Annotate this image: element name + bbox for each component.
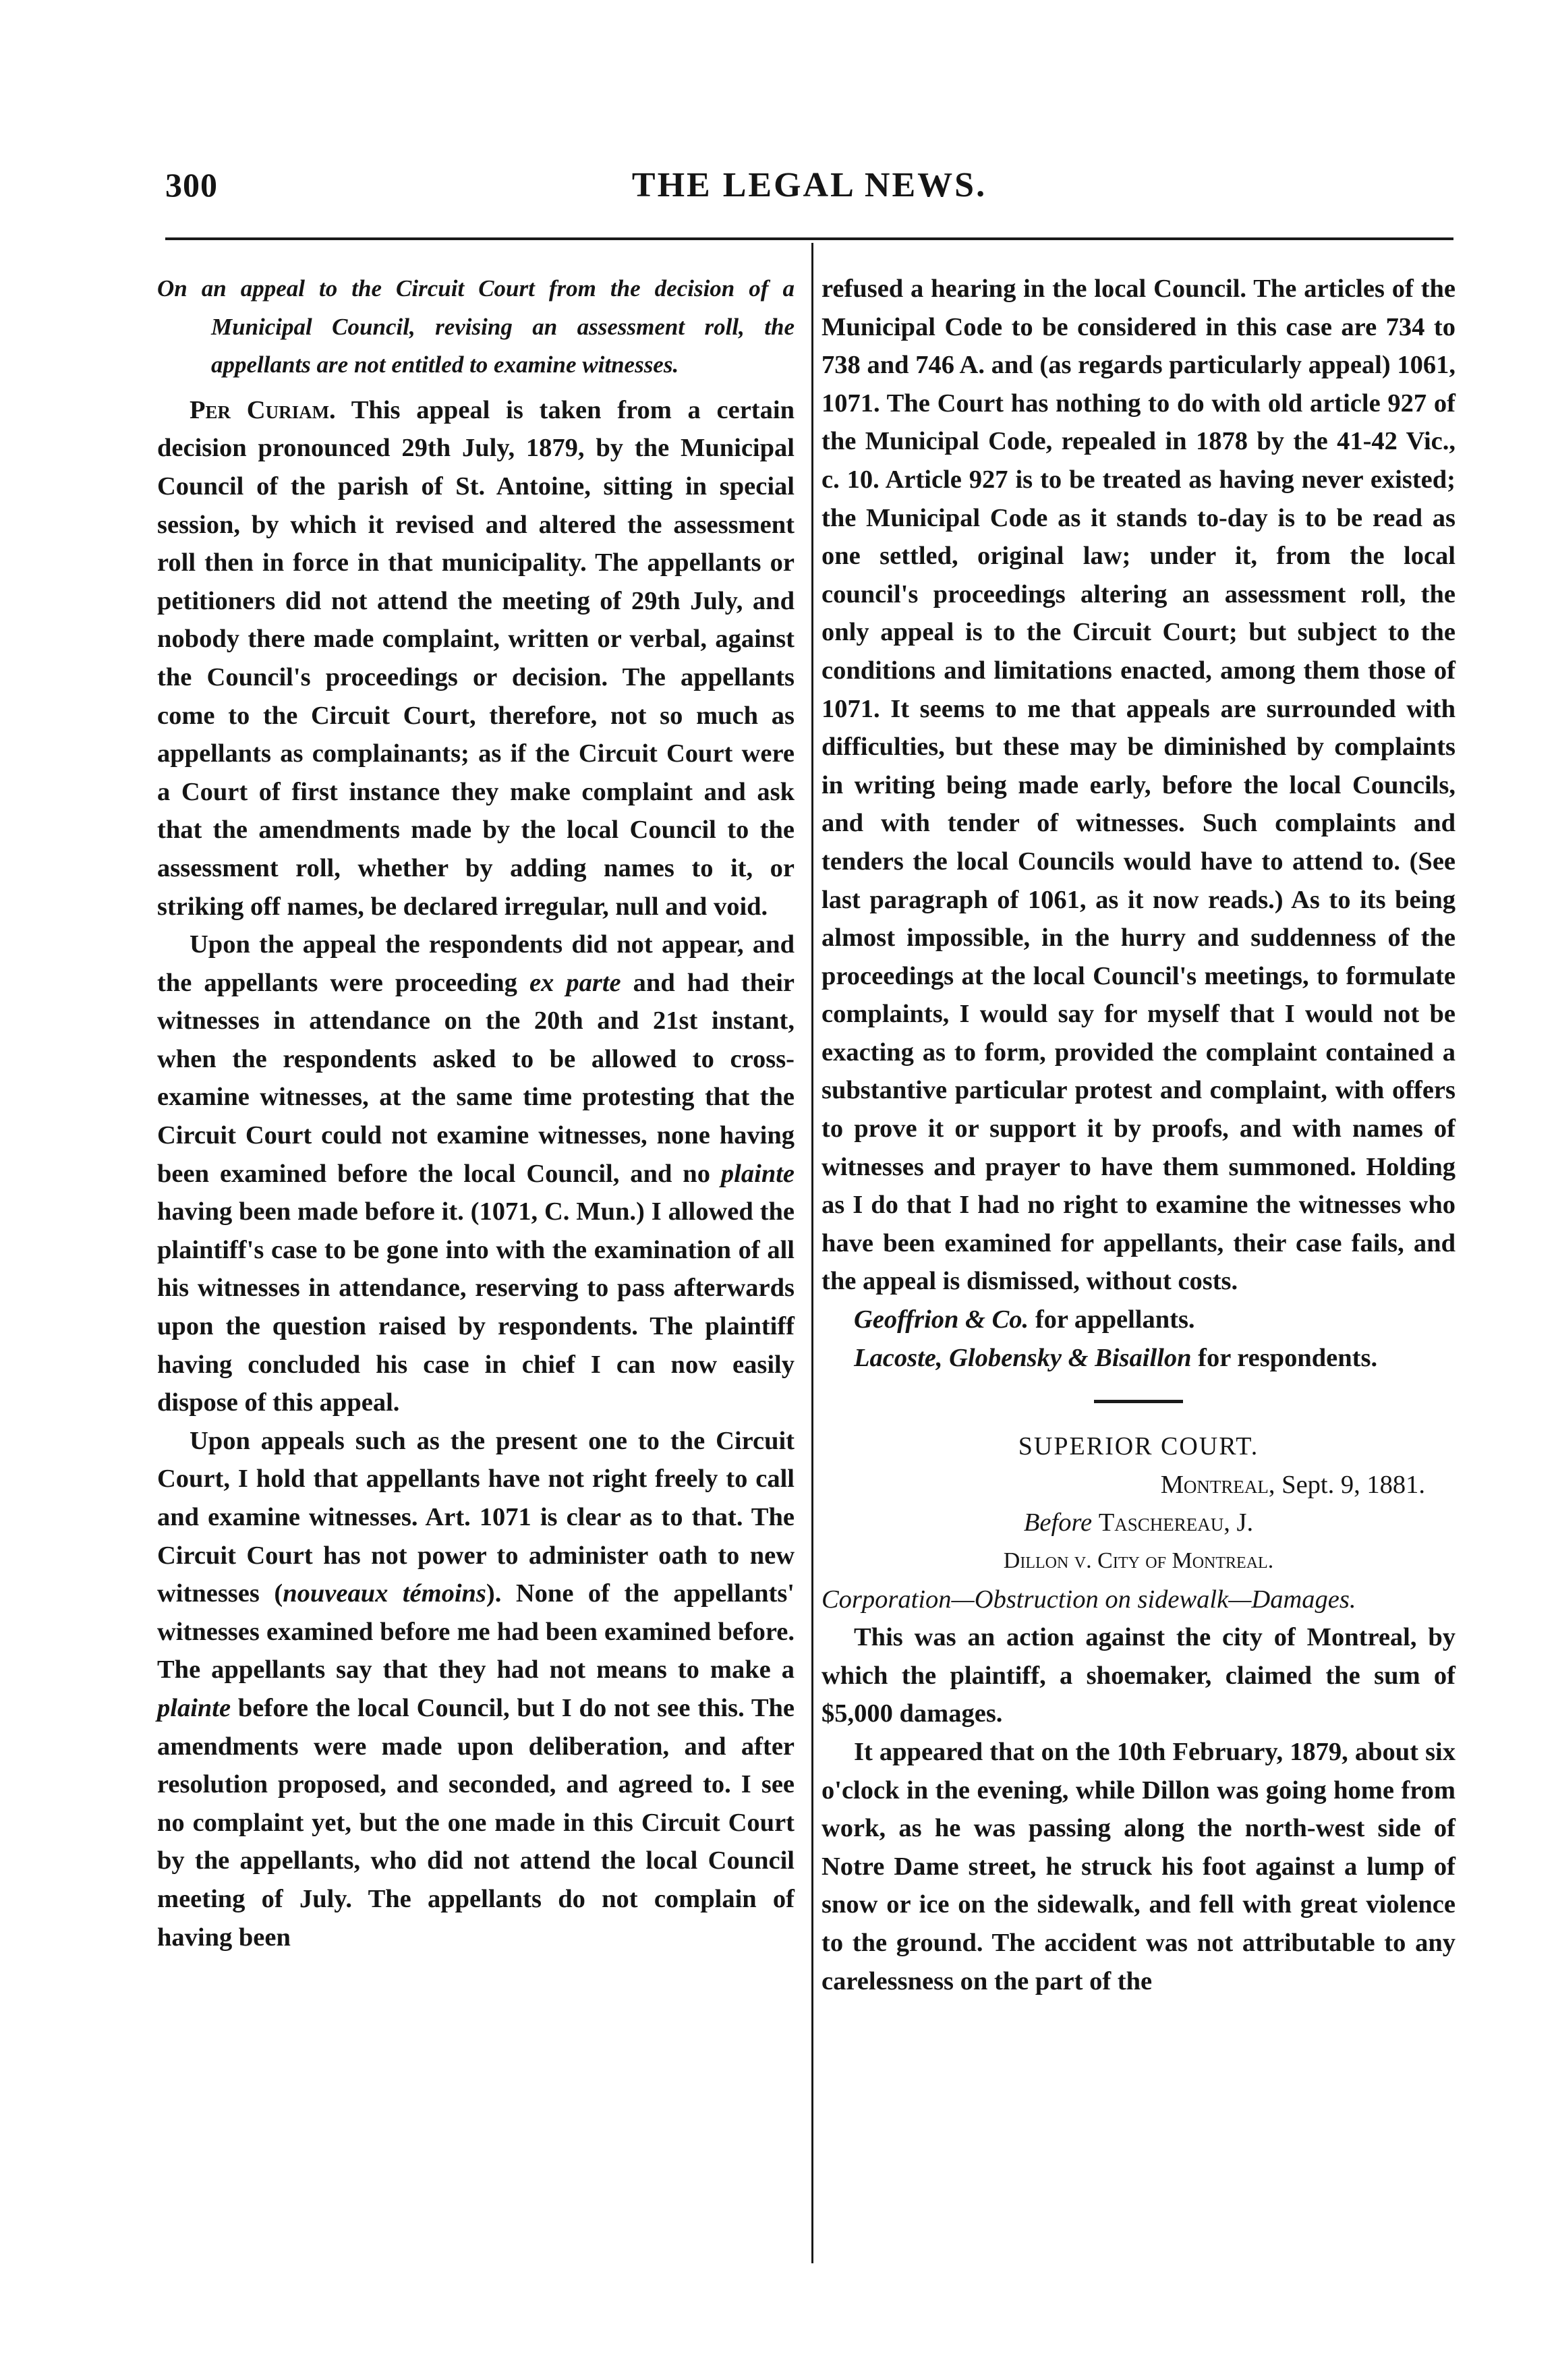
subject-line: Corporation—Obstruction on sidewalk—Damages. <box>822 1585 1356 1614</box>
counsel-respondents <box>822 1339 1456 1378</box>
counsel-names: Geoffrion & Co. <box>854 1305 1029 1334</box>
headnote: On an appeal to the Circuit Court from the decision of a Municipal Council, revising an assessment roll, the appellants are not entitled to examine witnesses. <box>157 275 795 378</box>
left-column <box>157 270 795 1956</box>
header-rule <box>165 237 1453 240</box>
paragraph: It appeared that on the 10th February, 1879, about six o'clock in the evening, while Dillon was going home from work, as he was passing along the north-west side of Notre Dame street, he struck his foot against a lump of snow or ice on the sidewalk, and fell with great violence to the ground. The accident was not attributable to any carelessness on the part of the <box>822 1737 1456 1995</box>
paragraph-text: This appeal is taken from a certain decision pronounced 29th July, 1879, by the Municipal Council of the parish of St. Antoine, sitting in special session, by which it revised and altered the assessment roll then in force in that municipality. The appellants or petitioners did not attend the meeting of 29th July, and nobody there made complaint, written or verbal, against the Council's proceedings or decision. The appellants come to the Circuit Court, therefore, not so much as appellants as complainants; as if the Circuit Court were a Court of first instance they make complaint and ask that the amendments made by the local Council to the assessment roll, whether by adding names to it, or striking off names, be declared irregular, null and void. <box>157 395 795 921</box>
column-divider <box>811 243 813 2263</box>
journal-title: THE LEGAL NEWS. <box>631 166 987 204</box>
paragraph: This was an action against the city of Montreal, by which the plaintiff, a shoemaker, claimed the sum of $5,000 damages. <box>822 1623 1456 1728</box>
italic-term: plainte <box>720 1159 795 1188</box>
paragraph <box>157 391 795 926</box>
paragraph-text: ). None of the appellants' witnesses examined before me had been examined before. The appellants say that they had not means to make a <box>157 1579 795 1684</box>
right-column <box>822 270 1456 2000</box>
paragraph-text: before the local Council, but I do not see this. The amendments were made upon deliberation, and after resolution proposed, and seconded, and agreed to. I see no complaint yet, but the one made in this Circuit Court by the appellants, who did not attend the local Council meeting of July. The appellants do not complain of having been <box>157 1693 795 1952</box>
italic-term: ex parte <box>529 968 621 997</box>
judge-name: Taschereau, J. <box>1098 1508 1254 1537</box>
counsel-appellants <box>822 1301 1456 1339</box>
counsel-role: for respondents. <box>1198 1343 1378 1372</box>
page-header <box>165 165 1453 226</box>
judge-before: Before <box>1023 1508 1093 1537</box>
paragraph-text: and had their witnesses in attendance on the 20th and 21st instant, when the respondents asked to be allowed to cross-examine witnesses, at the same time protesting that the Circuit Court could not examine witnesses, none having been examined before the local Council, and no <box>157 968 795 1188</box>
paragraph-text: Upon appeals such as the present one to the Circuit Court, I hold that appellants have not right freely to call and examine witnesses. Art. 1071 is clear as to that. The Circuit Court has not power to administer oath to new witnesses ( <box>157 1426 795 1608</box>
per-curiam-lead: Per Curiam. <box>190 395 336 424</box>
paragraph-text: Upon the appeal the respondents did not appear, and the appellants were proceeding <box>157 930 795 997</box>
court-title: SUPERIOR COURT. <box>1018 1432 1259 1461</box>
paragraph-text: having been made before it. (1071, C. Mun.) I allowed the plaintiff's case to be gone into with the examination of all his witnesses in attendance, reserving to pass afterwards upon the question raised by respondents. The plaintiff having concluded his case in chief I can now easily dispose of this appeal. <box>157 1197 795 1417</box>
section-divider <box>1094 1400 1183 1403</box>
counsel-names: Lacoste, Globensky & Bisaillon <box>854 1343 1192 1372</box>
italic-term: nouveaux témoins <box>283 1579 486 1608</box>
paragraph <box>157 1422 795 1956</box>
italic-term: plainte <box>157 1693 231 1722</box>
page-number: 300 <box>165 166 218 204</box>
case-name: Dillon v. City of Montreal. <box>1003 1548 1274 1573</box>
place: Montreal, <box>1160 1470 1275 1499</box>
judge-line <box>822 1504 1456 1542</box>
paragraph <box>157 926 795 1422</box>
date: Sept. 9, 1881. <box>1281 1470 1425 1499</box>
counsel-role: for appellants. <box>1035 1305 1195 1334</box>
paragraph: refused a hearing in the local Council. The articles of the Municipal Code to be considered in this case are 734 to 738 and 746 A. and (as regards particularly appeal) 1061, 1071. The Court has nothing to do with old article 927 of the Municipal Code, repealed in 1878 by the 41-42 Vic., c. 10. Article 927 is to be treated as having never existed; the Municipal Code as it stands to-day is to be read as one settled, original law; under it, from the local council's proceedings altering an assessment roll, the only appeal is to the Circuit Court; but subject to the conditions and limitations enacted, among them those of 1071. It seems to me that appeals are surrounded with difficulties, but these may be diminished by complaints in writing being made early, before the local Councils, and with tender of witnesses. Such complaints and tenders the local Councils would have to attend to. (See last paragraph of 1061, as it now reads.) As to its being almost impossible, in the hurry and suddenness of the proceedings at the local Council's meetings, to formulate complaints, I would say for myself that I would not be exacting as to form, provided the complaint contained a substantive particular protest and complaint, with offers to prove it or support it by proofs, and with names of witnesses and prayer to have them summoned. Holding as I do that I had no right to examine the witnesses who have been examined for appellants, their case fails, and the appeal is dismissed, without costs. <box>822 275 1456 1296</box>
place-date <box>822 1466 1456 1504</box>
